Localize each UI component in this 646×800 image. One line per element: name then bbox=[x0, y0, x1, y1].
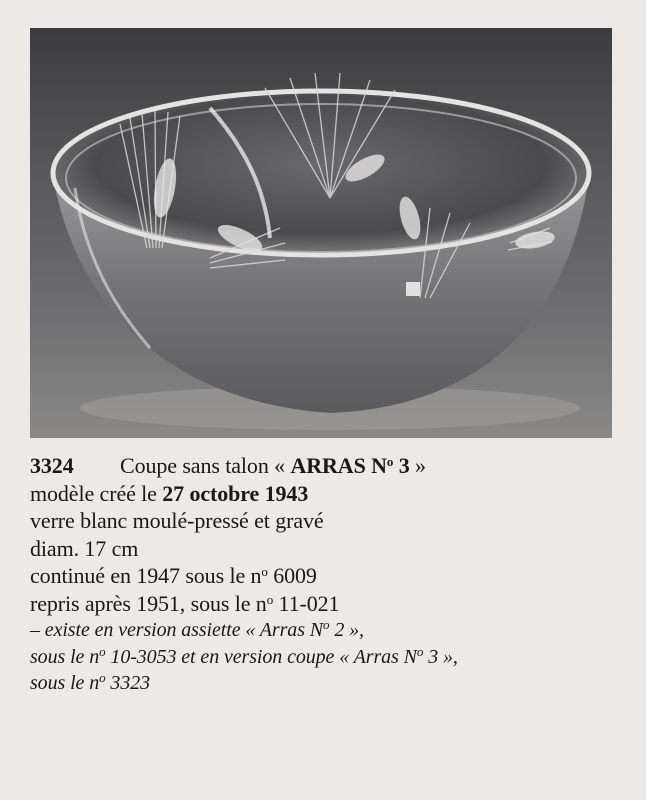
note-line-3 bbox=[30, 670, 640, 697]
created-line bbox=[30, 480, 640, 508]
created-date: 27 octobre 1943 bbox=[162, 480, 309, 506]
continued-sup: o bbox=[261, 564, 268, 579]
catalog-entry bbox=[30, 452, 640, 697]
quote-close: » bbox=[415, 453, 426, 478]
diameter-line: diam. 17 cm bbox=[30, 535, 139, 561]
note1-prefix: – existe en version assiette « Arras N bbox=[30, 619, 324, 641]
continued-number: 6009 bbox=[273, 563, 317, 588]
model-sup: o bbox=[386, 454, 394, 469]
quote-open: « bbox=[274, 453, 286, 478]
note-line-1 bbox=[30, 617, 640, 644]
bowl-photo bbox=[30, 28, 612, 438]
material-line: verre blanc moulé-pressé et gravé bbox=[30, 508, 324, 533]
resumed-line bbox=[30, 590, 640, 618]
catalog-number: 3324 bbox=[30, 453, 74, 478]
note1-suffix: 2 », bbox=[334, 619, 364, 641]
note2-prefix: sous le n bbox=[30, 645, 100, 668]
model-number: 3 bbox=[398, 453, 410, 478]
note3-prefix: sous le n bbox=[30, 672, 100, 694]
created-prefix: modèle créé le bbox=[30, 480, 157, 506]
note2-sup: o bbox=[99, 643, 106, 659]
bowl-illustration bbox=[30, 28, 612, 438]
continued-prefix: continué en 1947 sous le n bbox=[30, 563, 262, 588]
note-line-2 bbox=[30, 644, 640, 671]
model-name-text: ARRAS N bbox=[290, 453, 387, 478]
entry-title: Coupe sans talon bbox=[120, 453, 269, 478]
note1-sup: o bbox=[323, 617, 330, 632]
note2-mid: 10-3053 et en version coupe « Arras N bbox=[110, 645, 417, 668]
resumed-number: 11-021 bbox=[278, 590, 340, 616]
note2-suffix: 3 », bbox=[428, 645, 458, 668]
entry-heading bbox=[30, 452, 640, 480]
resumed-prefix: repris après 1951, sous le n bbox=[30, 590, 267, 616]
continued-line bbox=[30, 562, 640, 590]
note3-sup: o bbox=[99, 670, 106, 685]
resumed-sup: o bbox=[266, 591, 274, 607]
note3-suffix: 3323 bbox=[110, 672, 151, 694]
note2-sup2: o bbox=[416, 643, 424, 659]
model-name bbox=[290, 453, 409, 478]
